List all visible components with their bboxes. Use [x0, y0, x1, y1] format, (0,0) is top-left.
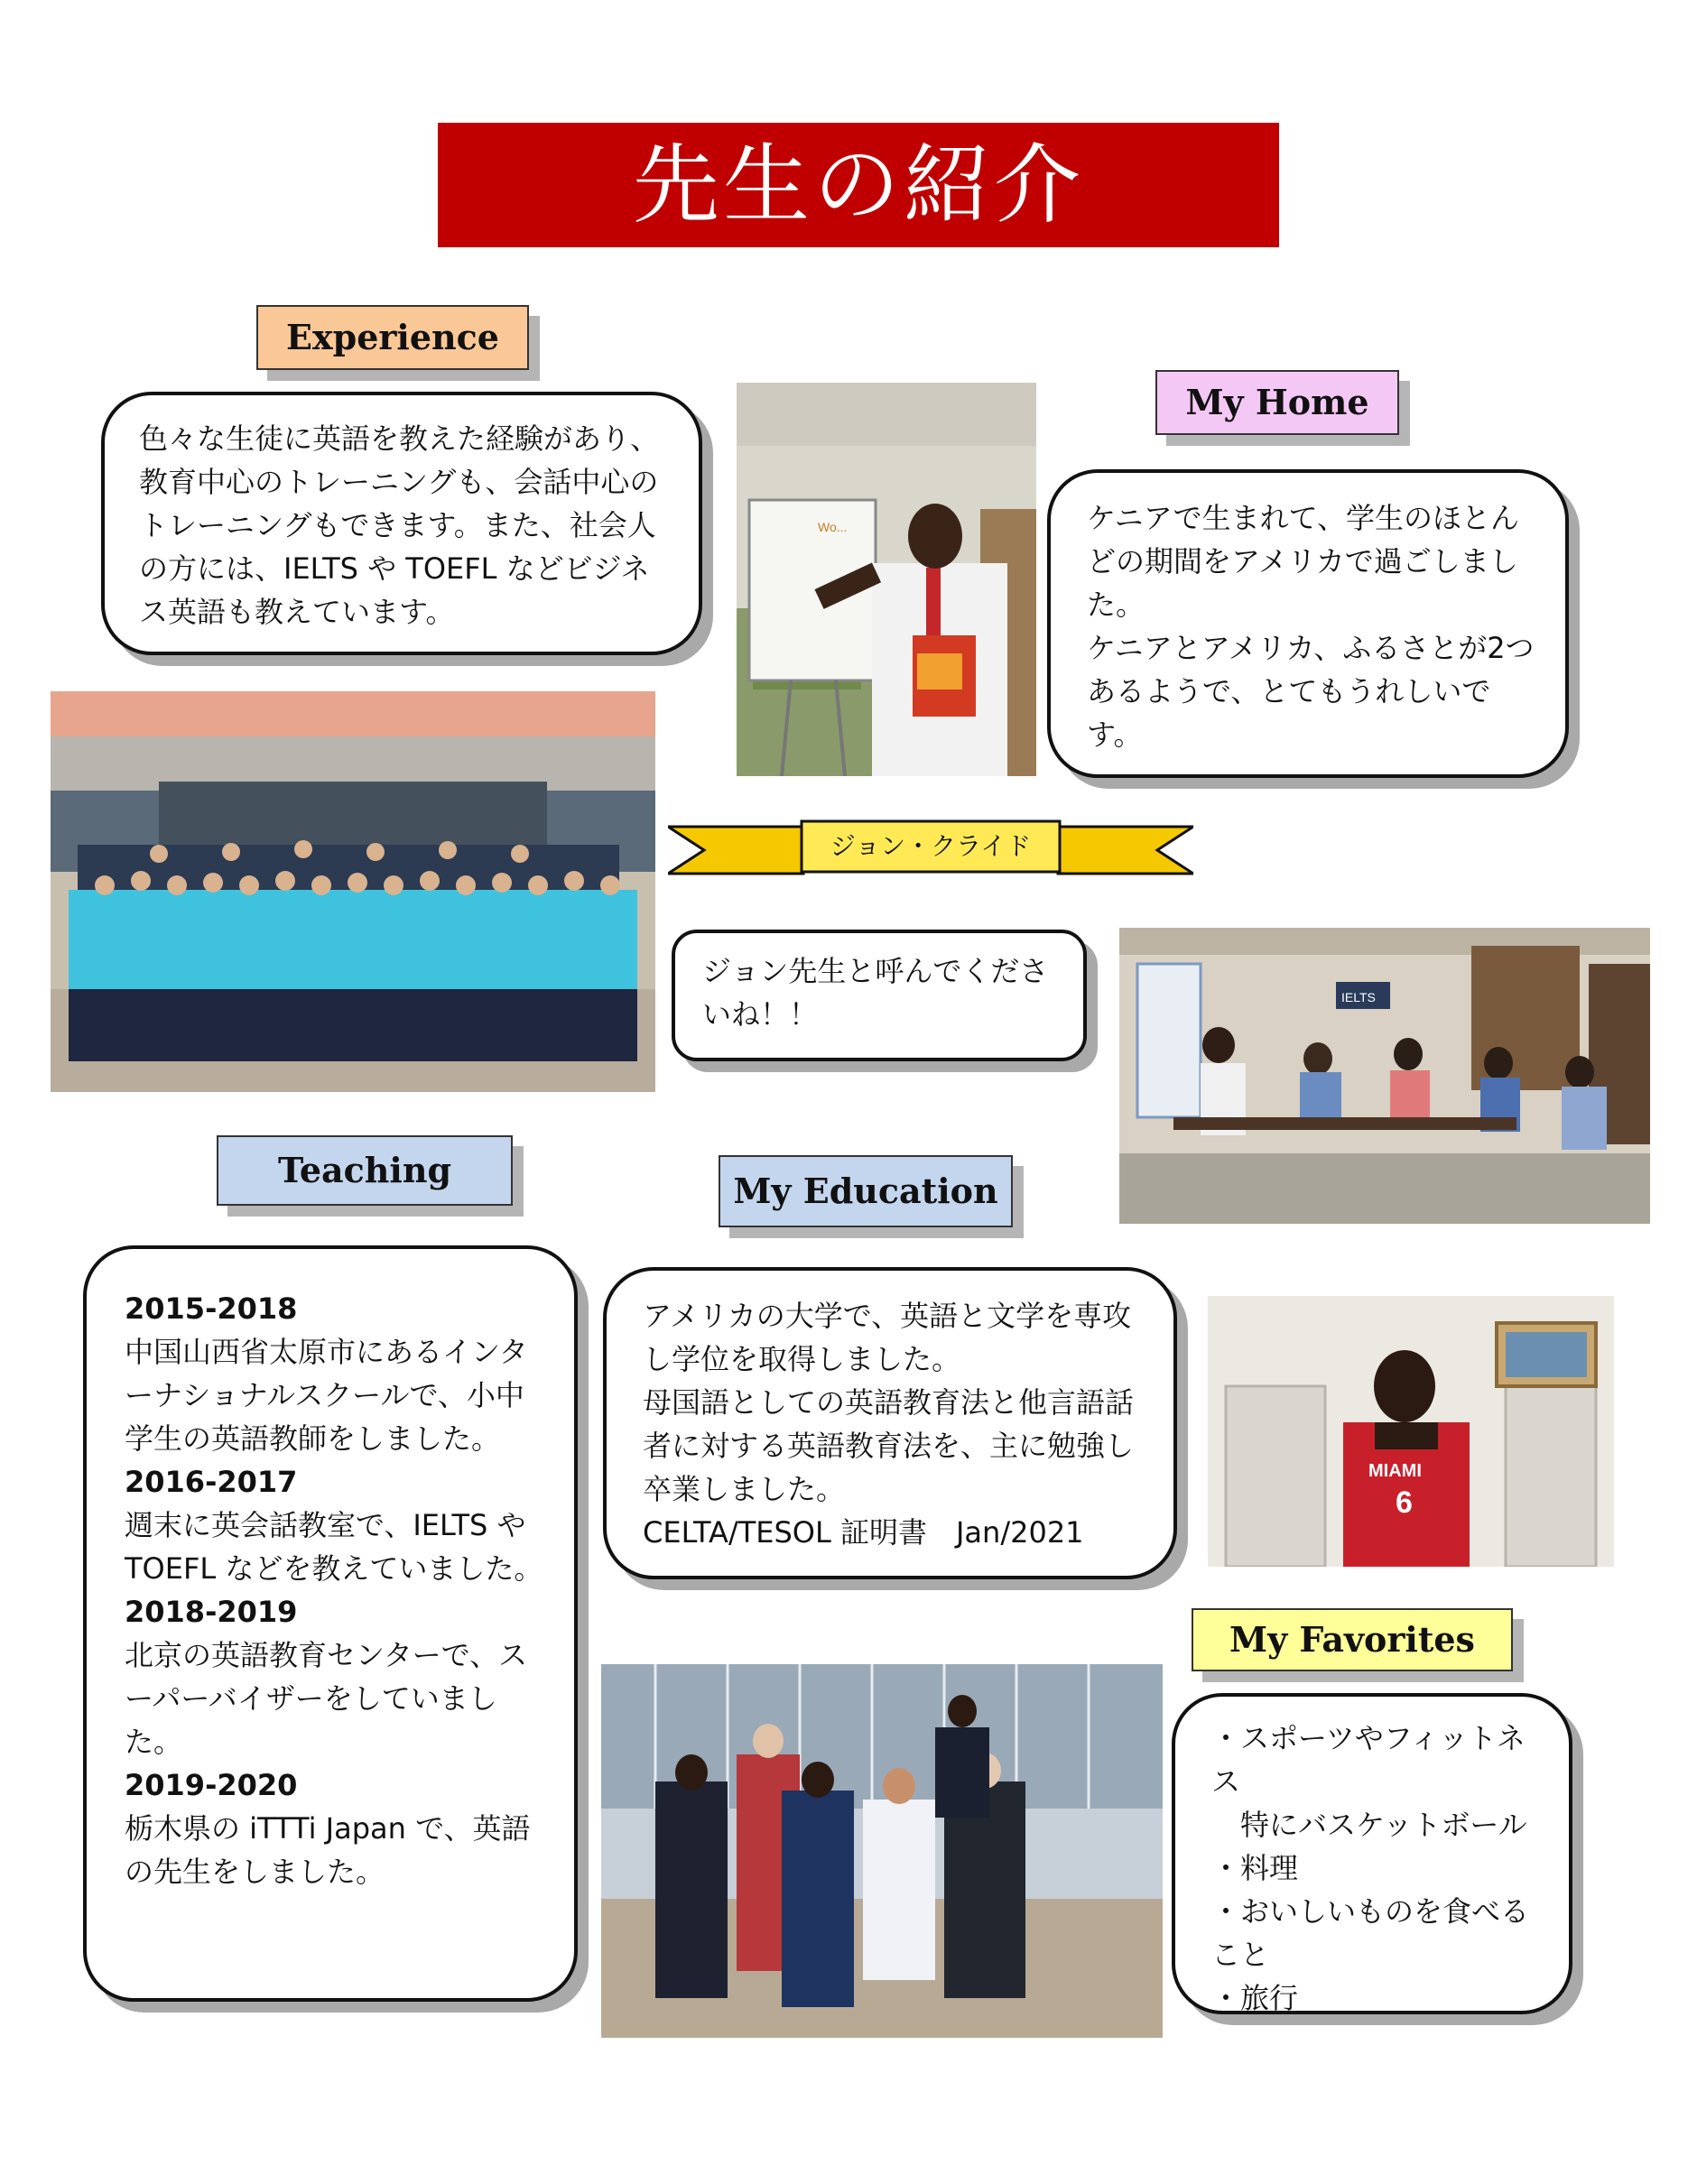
name-ribbon	[668, 819, 1193, 881]
teaching-text: 中国山西省太原市にあるインターナショナルスクールで、小中学生の英語教師をしました。	[125, 1335, 528, 1456]
teaching-box	[83, 1245, 578, 2002]
classroom-photo	[1119, 928, 1650, 1224]
teaching-years: 2018-2019	[125, 1595, 298, 1629]
jersey-text: MIAMI	[1368, 1461, 1422, 1481]
teacher-whiteboard-photo	[737, 383, 1036, 776]
call-me-box	[672, 930, 1087, 1061]
my-home-line-1: ケニアで生まれて、学生のほとんどの期間をアメリカで過ごしました。	[1087, 501, 1520, 622]
teaching-entry	[125, 1460, 547, 1590]
favorite-item: ・スポーツやフィットネス	[1211, 1721, 1526, 1799]
my-favorites-label: My Favorites	[1192, 1608, 1513, 1671]
my-education-box	[603, 1267, 1177, 1579]
page-title: 先生の紹介	[438, 123, 1279, 247]
ielts-sign-text: IELTS	[1341, 990, 1376, 1004]
teaching-years: 2016-2017	[125, 1465, 298, 1499]
students-group-photo	[51, 691, 655, 1092]
education-line-1: アメリカの大学で、英語と文学を専攻し学位を取得しました。	[643, 1299, 1132, 1376]
my-home-box	[1047, 469, 1569, 778]
my-home-line-2: ケニアとアメリカ、ふるさとが2つあるようで、とてもうれしいです。	[1087, 631, 1535, 752]
teaching-entry	[125, 1590, 547, 1763]
teaching-label: Teaching	[217, 1135, 513, 1206]
favorite-item: ・料理	[1211, 1851, 1299, 1885]
teaching-entry	[125, 1763, 547, 1893]
experience-text: 色々な生徒に英語を教えた経験があり、教育中心のトレーニングも、会話中心のトレーニングもできます。また、社会人の方には、IELTS や TOEFL などビジネス英語も教えています。	[139, 421, 660, 629]
favorite-item: 特にバスケットボール	[1211, 1808, 1527, 1842]
education-line-3: CELTA/TESOL 証明書 Jan/2021	[643, 1515, 1084, 1550]
teaching-years: 2019-2020	[125, 1768, 298, 1802]
teachers-group-photo	[601, 1664, 1163, 2038]
teaching-years: 2015-2018	[125, 1291, 298, 1326]
teaching-text: 北京の英語教育センターで、スーパーバイザーをしていました。	[125, 1638, 528, 1759]
teaching-text: 栃木県の iTTTi Japan で、英語の先生をしました。	[125, 1811, 531, 1889]
jersey-number: 6	[1396, 1485, 1413, 1520]
education-line-2: 母国語としての英語教育法と他言語話者に対する英語教育法を、主に勉強し卒業しました。	[643, 1385, 1135, 1506]
teaching-entry	[125, 1287, 547, 1460]
experience-label: Experience	[256, 305, 529, 370]
whiteboard-sign-text: Wo...	[818, 520, 848, 534]
my-favorites-box	[1172, 1693, 1572, 2014]
call-me-text: ジョン先生と呼んでくださいね！！	[702, 954, 1049, 1032]
my-home-label: My Home	[1155, 370, 1399, 435]
name-ribbon-text: ジョン・クライド	[830, 831, 1032, 861]
experience-box	[101, 392, 702, 655]
favorite-item: ・旅行	[1211, 1981, 1299, 2015]
teaching-text: 週末に英会話教室で、IELTS や TOEFL などを教えていました。	[125, 1508, 543, 1586]
my-education-label: My Education	[719, 1155, 1013, 1227]
teacher-jersey-photo	[1208, 1296, 1614, 1567]
favorite-item: ・おいしいものを食べること	[1211, 1894, 1530, 1972]
